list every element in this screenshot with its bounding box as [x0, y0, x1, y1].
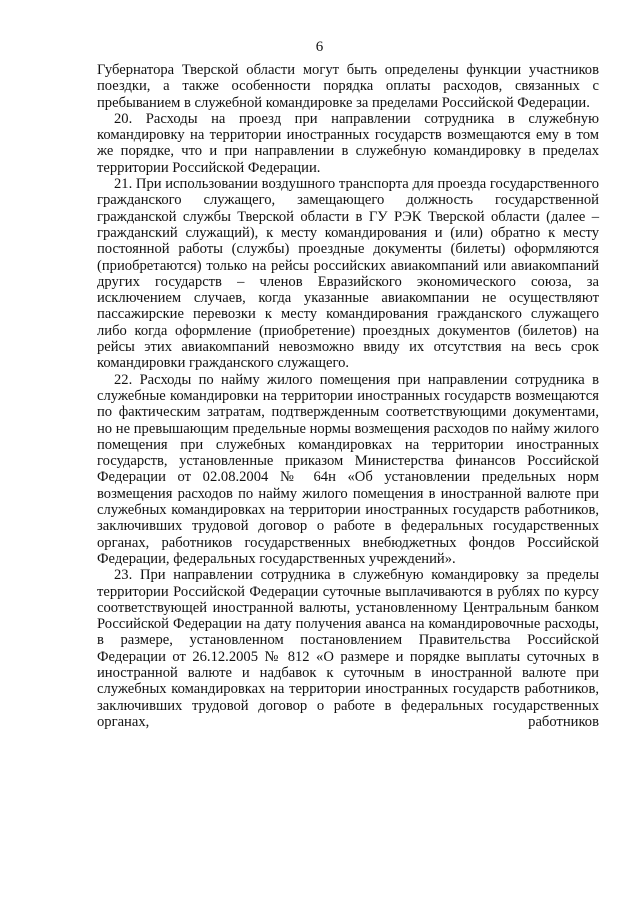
page-number: 6 — [315, 39, 324, 55]
paragraph-item-21: 21. При использовании воздушного транспорта для проезда государственного гражданского служащего, замещающего должность государственной гражданской службы Тверской области в ГУ РЭК Тверской области (далее – гражданский служащий), к месту командирования и (или) обратно к месту постоянной работы (службы) проездные документы (билеты) оформляются (приобретаются) только на рейсы российских авиакомпаний или авиакомпаний других государств – членов Евразийского экономического союза, за исключением случаев, когда указанные авиакомпании не осуществляют пассажирские перевозки к месту командирования гражданского служащего либо когда оформление (приобретение) проездных документов (билетов) на рейсы этих авиакомпаний невозможно ввиду их отсутствия на весь срок командировки гражданского служащего. — [97, 176, 599, 372]
document-body — [97, 62, 599, 730]
paragraph-item-23: 23. При направлении сотрудника в служебную командировку за пределы территории Российской Федерации суточные выплачиваются в рублях по курсу соответствующей иностранной валюты, установленному Центральным банком Российской Федерации на дату получения аванса на командировочные расходы, в размере, установленном постановлением Правительства Российской Федерации от 26.12.2005 № 812 «О размере и порядке выплаты суточных в иностранной валюте и надбавок к суточным в иностранной валюте при служебных командировках на территории иностранных государств работников, заключивших трудовой договор о работе в федеральных государственных органах, работников — [97, 567, 599, 730]
paragraph-item-22: 22. Расходы по найму жилого помещения при направлении сотрудника в служебные командировки на территории иностранных государств возмещаются по фактическим затратам, подтвержденным соответствующими документами, но не превышающим предельные нормы возмещения расходов по найму жилого помещения при служебных командировках на территории иностранных государств, установленные приказом Министерства финансов Российской Федерации от 02.08.2004 № 64н «Об установлении предельных норм возмещения расходов по найму жилого помещения в иностранной валюте при служебных командировках на территории иностранных государств работников, заключивших трудовой договор о работе в федеральных государственных органах, работников государственных внебюджетных фондов Российской Федерации, федеральных государственных учреждений». — [97, 371, 599, 567]
paragraph-item-20: 20. Расходы на проезд при направлении сотрудника в служебную командировку на территории иностранных государств возмещаются ему в том же порядке, что и при направлении в служебную командировку в пределах территории Российской Федерации. — [97, 110, 599, 176]
paragraph-continuation: Губернатора Тверской области могут быть определены функции участников поездки, а также особенности порядка оплаты расходов, связанных с пребыванием в служебной командировке за пределами Российской Федерации. — [97, 62, 599, 111]
